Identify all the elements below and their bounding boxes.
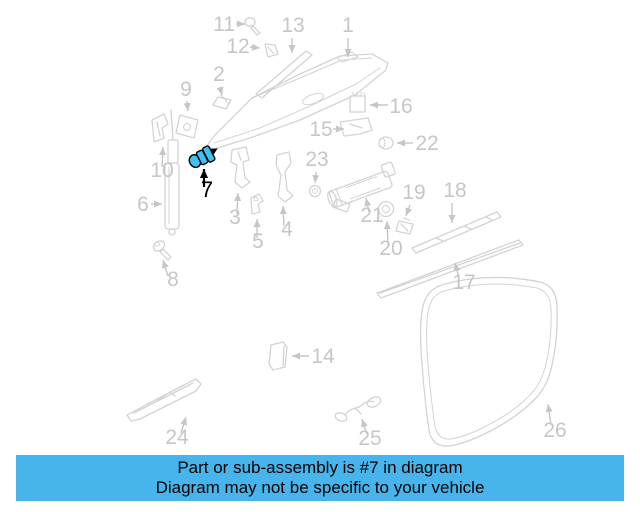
part-22-grommet-shape (379, 137, 393, 149)
part-23-nut-inner (313, 189, 318, 194)
callout-label-20[interactable]: 20 (379, 237, 403, 260)
callout-label-19[interactable]: 19 (402, 181, 426, 204)
part-2-clip-shape (213, 95, 231, 109)
part-3-bracket-shape (231, 147, 250, 188)
part-6-strut-rod (171, 110, 173, 140)
part-5-hole (254, 197, 258, 201)
callout-label-13[interactable]: 13 (281, 14, 305, 37)
part-23-nut-shape (310, 186, 321, 197)
callout-arrow-2 (220, 87, 222, 95)
part-13-strip-shape (256, 51, 312, 98)
part-16-block-shape (350, 96, 365, 112)
part-25-linkage-shape (334, 395, 382, 423)
part-1-ridge-line (252, 58, 372, 98)
callout-label-26[interactable]: 26 (543, 419, 567, 442)
callout-label-24[interactable]: 24 (165, 426, 189, 449)
part-15-plate-shape (340, 118, 372, 136)
callout-label-21[interactable]: 21 (360, 204, 384, 227)
callout-label-16[interactable]: 16 (389, 95, 413, 118)
callout-label-10[interactable]: 10 (150, 159, 174, 182)
part-22-grommet-inner (379, 138, 385, 148)
callout-label-4[interactable]: 4 (281, 218, 293, 241)
banner-line-2: Diagram may not be specific to your vehicle (155, 478, 485, 497)
part-24-strip-shape (127, 379, 201, 421)
callout-label-3[interactable]: 3 (229, 206, 241, 229)
callout-label-5[interactable]: 5 (252, 230, 264, 253)
notice-banner (16, 455, 624, 501)
part-8-bolt-shaft (160, 249, 171, 260)
part-11-screw-shaft (251, 26, 260, 35)
callout-label-9[interactable]: 9 (180, 78, 192, 101)
callout-arrow-12 (250, 47, 260, 48)
callout-arrow-9 (187, 101, 188, 111)
part-26-weatherstrip-inner (427, 284, 552, 439)
part-26-weatherstrip-outer (421, 277, 558, 446)
part-19-clip-shape (396, 218, 413, 234)
part-11-screw-head (245, 18, 255, 26)
callout-label-17[interactable]: 17 (452, 271, 476, 294)
callout-arrow-19 (406, 205, 410, 216)
part-12-clip-shape (265, 44, 278, 57)
callout-label-1[interactable]: 1 (342, 14, 354, 37)
callout-label-15[interactable]: 15 (309, 118, 333, 141)
callout-label-12[interactable]: 12 (226, 35, 250, 58)
callout-label-23[interactable]: 23 (305, 148, 329, 171)
part-9-plate-shape (176, 115, 198, 138)
callout-label-22[interactable]: 22 (415, 132, 439, 155)
callout-label-6[interactable]: 6 (137, 193, 149, 216)
part-18-rail-shape (412, 212, 501, 253)
part-14-pad-shape (269, 342, 287, 370)
callout-label-11[interactable]: 11 (213, 13, 235, 36)
part-10-bracket-shape (152, 114, 168, 142)
callout-label-25[interactable]: 25 (358, 427, 382, 450)
callout-label-2[interactable]: 2 (213, 63, 225, 86)
part-7-ball-stud-highlighted[interactable] (186, 142, 221, 171)
callout-label-18[interactable]: 18 (443, 179, 467, 202)
callout-layer (137, 13, 567, 450)
callout-label-14[interactable]: 14 (311, 345, 335, 368)
part-4-bracket-shape (276, 152, 293, 202)
part-9-plate-hole (184, 124, 191, 131)
callout-label-7[interactable]: 7 (200, 177, 214, 202)
part-6-strut-end-ball (169, 229, 175, 235)
banner-line-1: Part or sub-assembly is #7 in diagram (177, 458, 463, 477)
callout-label-8[interactable]: 8 (167, 268, 179, 291)
callout-arrow-23 (315, 172, 316, 183)
